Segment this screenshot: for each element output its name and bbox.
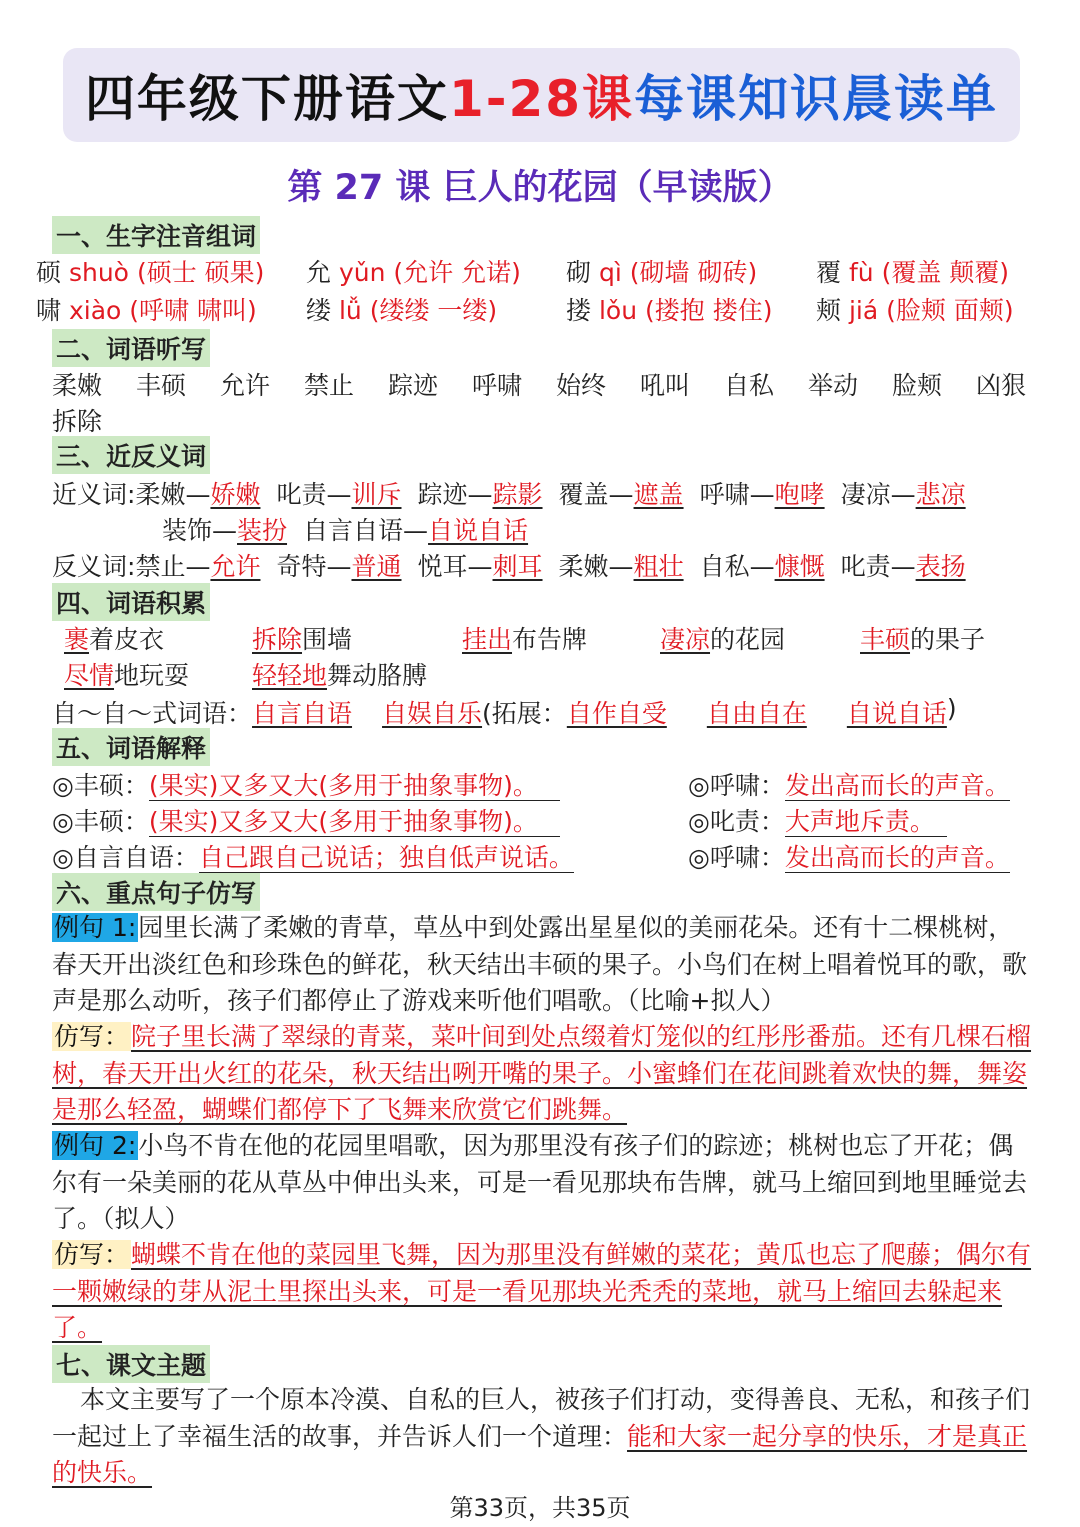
char-row-1 (36, 253, 1066, 289)
dictation-row-2 (52, 402, 102, 438)
dictation-word: 允许 (220, 371, 271, 400)
section-heading-synonyms: 三、近反义词 (52, 436, 210, 474)
dictation-word: 始终 (556, 371, 607, 400)
synonym-pair: 呼啸—咆哮 (699, 480, 825, 509)
zi-pattern-label: 自～自～式词语： (52, 699, 253, 728)
explanation-row-3 (52, 838, 1010, 874)
antonyms-row (52, 547, 966, 583)
explanation-row-1 (52, 766, 1010, 802)
synonym-pair: 柔嫩—娇嫩 (135, 480, 261, 509)
example-2-text: 小鸟不肯在他的花园里唱歌，因为那里没有孩子们的踪迹；桃树也忘了开花；偶尔有一朵美丽的花从草丛中伸出头来，可是一看见那块布告牌，就马上缩回到地里睡觉去了。（拟人） (52, 1131, 1028, 1233)
section-heading-theme: 七、课文主题 (52, 1345, 210, 1383)
imitation-1-text: 院子里长满了翠绿的青菜，菜叶间到处点缀着灯笼似的红彤彤番茄。还有几棵石榴树，春天开出火红的花朵，秋天结出咧开嘴的果子。小蜜蜂们在花间跳着欢快的舞，舞姿是那么轻盈，蝴蝶们都停下了飞舞来欣赏它们跳舞。 (52, 1022, 1032, 1124)
zi-pattern-row (52, 694, 957, 730)
example-sentence-2 (52, 1128, 1032, 1238)
example-sentence-1 (52, 910, 1032, 1020)
synonym-pair: 覆盖—遮盖 (558, 480, 684, 509)
char-entry: 硕 shuò (硕士 硕果) (36, 258, 265, 287)
lesson-title: 第 27 课 巨人的花园（早读版） (287, 168, 793, 208)
phrases-row-1 (64, 620, 985, 656)
char-entry: 啸 xiào (呼啸 啸叫) (36, 296, 257, 325)
phrase: 丰硕的果子 (860, 625, 986, 654)
char-row-2 (36, 291, 1066, 327)
theme-paragraph (52, 1382, 1032, 1492)
imitation-2 (52, 1237, 1032, 1347)
dictation-word: 吼叫 (640, 371, 691, 400)
dictation-row-1 (52, 366, 1036, 402)
zi-word: 自作自受 (566, 699, 667, 728)
imitation-2-tag: 仿写： (54, 1240, 130, 1269)
antonym-pair: 自私—慷慨 (699, 552, 825, 581)
example-1-tag: 例句 1: (54, 913, 137, 942)
phrase: 轻轻地舞动胳膊 (252, 661, 428, 690)
title-part-grade: 四年级下册语文 (84, 70, 449, 128)
char-entry: 缕 lǚ (缕缕 一缕) (306, 296, 498, 325)
zi-word: 自言自语 (252, 699, 353, 728)
explanation-row-2 (52, 802, 947, 838)
dictation-word: 丰硕 (136, 371, 187, 400)
char-entry: 砌 qì (砌墙 砌砖) (566, 258, 758, 287)
char-entry: 搂 lǒu (搂抱 搂住) (566, 296, 773, 325)
antonyms-label: 反义词: (52, 552, 136, 581)
synonym-pair: 装饰—装扮 (162, 516, 288, 545)
dictation-word: 呼啸 (472, 371, 523, 400)
explanation-item: ◎丰硕：(果实)又多又大(多用于抽象事物)。 (52, 802, 688, 838)
antonym-pair: 柔嫩—粗壮 (558, 552, 684, 581)
theme-text: 本文主要写了一个原本冷漠、自私的巨人，被孩子们打动，变得善良、无私，和孩子们一起过上了幸福生活的故事，并告诉人们一个道理： (52, 1385, 1031, 1451)
antonym-pair: 叱责—表扬 (840, 552, 966, 581)
section-heading-accumulation: 四、词语积累 (52, 583, 210, 621)
synonym-pair: 自言自语—自说自话 (303, 516, 529, 545)
zi-word: 自说自话 (846, 699, 947, 728)
explanation-item: ◎呼啸：发出高而长的声音。 (688, 843, 1010, 872)
page-title-banner (63, 48, 1020, 142)
dictation-word: 柔嫩 (52, 371, 103, 400)
imitation-2-text: 蝴蝶不肯在他的菜园里飞舞，因为那里没有鲜嫩的菜花；黄瓜也忘了爬藤；偶尔有一颗嫩绿的芽从泥土里探出头来，可是一看见那块光秃秃的菜地，就马上缩回去躲起来了。 (52, 1240, 1032, 1342)
phrase: 挂出布告牌 (462, 625, 588, 654)
char-entry: 覆 fù (覆盖 颠覆) (816, 258, 1010, 287)
title-part-range: 1-28课 (448, 70, 635, 128)
synonyms-label: 近义词: (52, 480, 136, 509)
page-number: 第33页，共35页 (449, 1494, 631, 1522)
dictation-word: 凶狠 (976, 371, 1027, 400)
explanation-item: ◎自言自语：自己跟自己说话；独自低声说话。 (52, 843, 574, 872)
zi-close: ) (946, 694, 957, 723)
explanation-item: ◎呼啸：发出高而长的声音。 (688, 771, 1010, 800)
dictation-word: 自私 (724, 371, 775, 400)
theme-conclusion: 能和大家一起分享的快乐，才是真正的快乐。 (52, 1421, 1028, 1487)
synonym-pair: 凄凉—悲凉 (840, 480, 966, 509)
antonym-pair: 奇特—普通 (276, 552, 402, 581)
antonym-pair: 禁止—允许 (135, 552, 261, 581)
imitation-1-tag: 仿写： (54, 1022, 130, 1051)
dictation-word: 脸颊 (892, 371, 943, 400)
explanation-item: ◎叱责：大声地斥责。 (688, 802, 947, 838)
phrase: 尽情地玩耍 (64, 661, 190, 690)
section-heading-sentences: 六、重点句子仿写 (52, 873, 260, 911)
section-heading-explanations: 五、词语解释 (52, 728, 210, 766)
dictation-word: 举动 (808, 371, 859, 400)
dictation-word: 禁止 (304, 371, 355, 400)
dictation-word: 踪迹 (388, 371, 439, 400)
imitation-1 (52, 1019, 1032, 1129)
char-entry: 允 yǔn (允许 允诺) (306, 258, 521, 287)
section-heading-dictation: 二、词语听写 (52, 329, 210, 367)
dictation-word: 拆除 (52, 407, 103, 436)
section-heading-characters: 一、生字注音组词 (52, 216, 260, 254)
zi-word: 自由自在 (706, 699, 807, 728)
synonyms-row-2 (162, 511, 528, 547)
phrases-row-2 (64, 656, 427, 692)
phrase: 拆除围墙 (252, 625, 353, 654)
phrase: 裹着皮衣 (64, 625, 165, 654)
synonym-pair: 踪迹—踪影 (417, 480, 543, 509)
antonym-pair: 悦耳—刺耳 (417, 552, 543, 581)
title-part-topic: 每课知识晨读单 (634, 70, 999, 128)
example-1-text: 园里长满了柔嫩的青草，草丛中到处露出星星似的美丽花朵。还有十二棵桃树，春天开出淡红色和珍珠色的鲜花，秋天结出丰硕的果子。小鸟们在树上唱着悦耳的歌，歌声是那么动听，孩子们都停止了游戏来听他们唱歌。（比喻+拟人） (52, 913, 1028, 1015)
synonym-pair: 叱责—训斥 (276, 480, 402, 509)
example-2-tag: 例句 2: (54, 1131, 137, 1160)
char-entry: 颊 jiá (脸颊 面颊) (816, 296, 1014, 325)
synonyms-row-1 (52, 475, 966, 511)
zi-extend-label: (拓展： (482, 699, 567, 728)
explanation-item: ◎丰硕：(果实)又多又大(多用于抽象事物)。 (52, 766, 688, 802)
zi-word: 自娱自乐 (382, 699, 483, 728)
phrase: 凄凉的花园 (660, 625, 786, 654)
